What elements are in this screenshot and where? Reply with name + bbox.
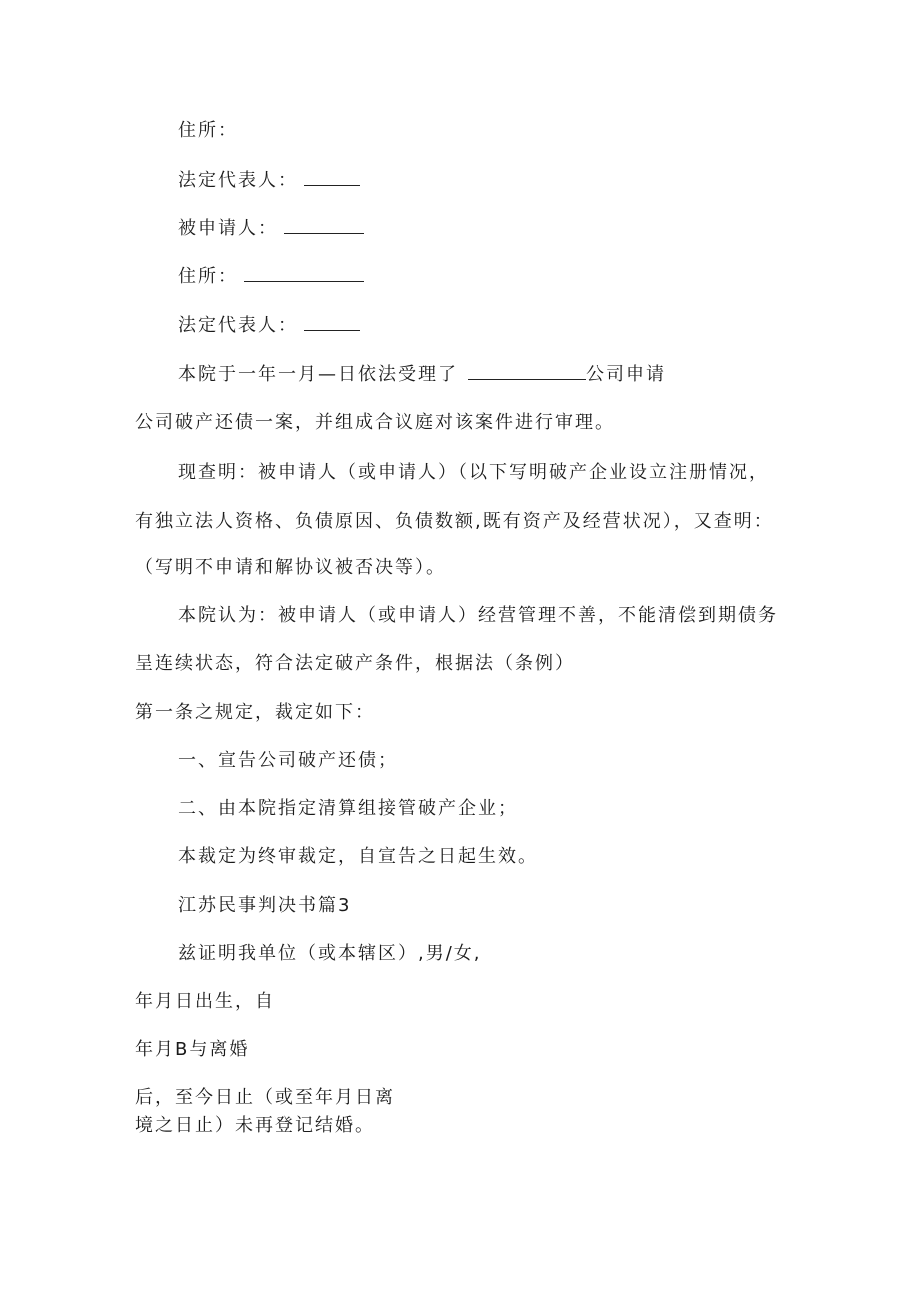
address-label-2: 住所： — [178, 266, 238, 287]
line-text: 第一条之规定，裁定如下： — [135, 702, 375, 723]
address-blank-2[interactable] — [244, 265, 364, 282]
paragraph-line — [135, 411, 615, 435]
line-text: 现查明：被申请人（或申请人）（以下写明破产企业设立注册情况， — [178, 462, 769, 483]
respondent-label: 被申请人： — [178, 218, 278, 239]
accept-case-suffix: 公司申请 — [586, 364, 666, 385]
address-line-2 — [178, 265, 364, 289]
line-text: 公司破产还债一案，并组成合议庭对该案件进行审理。 — [135, 412, 615, 433]
legal-rep-line-1 — [178, 169, 360, 193]
accept-case-text: 本院于一年一月—日依法受理了 — [178, 364, 458, 385]
ruling-item-1 — [178, 749, 398, 773]
paragraph-line — [135, 510, 774, 534]
legal-rep-label-2: 法定代表人： — [178, 315, 298, 336]
line-text: 本院认为：被申请人（或申请人）经营管理不善，不能清偿到期债务 — [178, 605, 778, 626]
line-text: 年月B与离婚 — [135, 1039, 250, 1060]
paragraph-line — [135, 652, 575, 676]
paragraph-line — [178, 604, 778, 628]
paragraph-line — [135, 1086, 395, 1110]
paragraph-line — [135, 1114, 375, 1138]
line-text: 二、由本院指定清算组接管破产企业； — [178, 798, 518, 819]
line-text: 有独立法人资格、负债原因、负债数额,既有资产及经营状况），又查明： — [135, 511, 774, 532]
line-text: 后，至今日止（或至年月日离 — [135, 1087, 395, 1108]
respondent-line — [178, 217, 364, 241]
line-text: 一、宣告公司破产还债； — [178, 750, 398, 771]
paragraph-line — [135, 701, 375, 725]
legal-rep-line-2 — [178, 314, 360, 338]
section-heading — [178, 894, 351, 918]
accept-case-line — [178, 363, 666, 387]
paragraph-line — [178, 461, 769, 485]
line-text: 兹证明我单位（或本辖区）,男/女, — [178, 943, 482, 964]
address-line-1 — [178, 119, 238, 143]
line-text: 本裁定为终审裁定，自宣告之日起生效。 — [178, 846, 538, 867]
line-text: 呈连续状态，符合法定破产条件，根据法（条例） — [135, 653, 575, 674]
company-name-blank[interactable] — [468, 363, 586, 380]
legal-rep-blank-2[interactable] — [304, 314, 360, 331]
line-text: 江苏民事判决书篇3 — [178, 895, 352, 916]
address-label-1: 住所： — [178, 120, 238, 141]
respondent-blank[interactable] — [284, 217, 364, 234]
line-text: 年月日出生，自 — [135, 991, 275, 1012]
ruling-item-2 — [178, 797, 518, 821]
line-text: 境之日止）未再登记结婚。 — [135, 1115, 375, 1136]
line-text: （写明不申请和解协议被否决等）。 — [135, 557, 446, 578]
paragraph-line — [178, 845, 538, 869]
legal-rep-blank-1[interactable] — [304, 169, 360, 186]
paragraph-line — [135, 1038, 249, 1062]
legal-rep-label-1: 法定代表人： — [178, 170, 298, 191]
paragraph-line — [135, 990, 275, 1014]
paragraph-line — [178, 942, 482, 966]
paragraph-line — [135, 556, 446, 580]
